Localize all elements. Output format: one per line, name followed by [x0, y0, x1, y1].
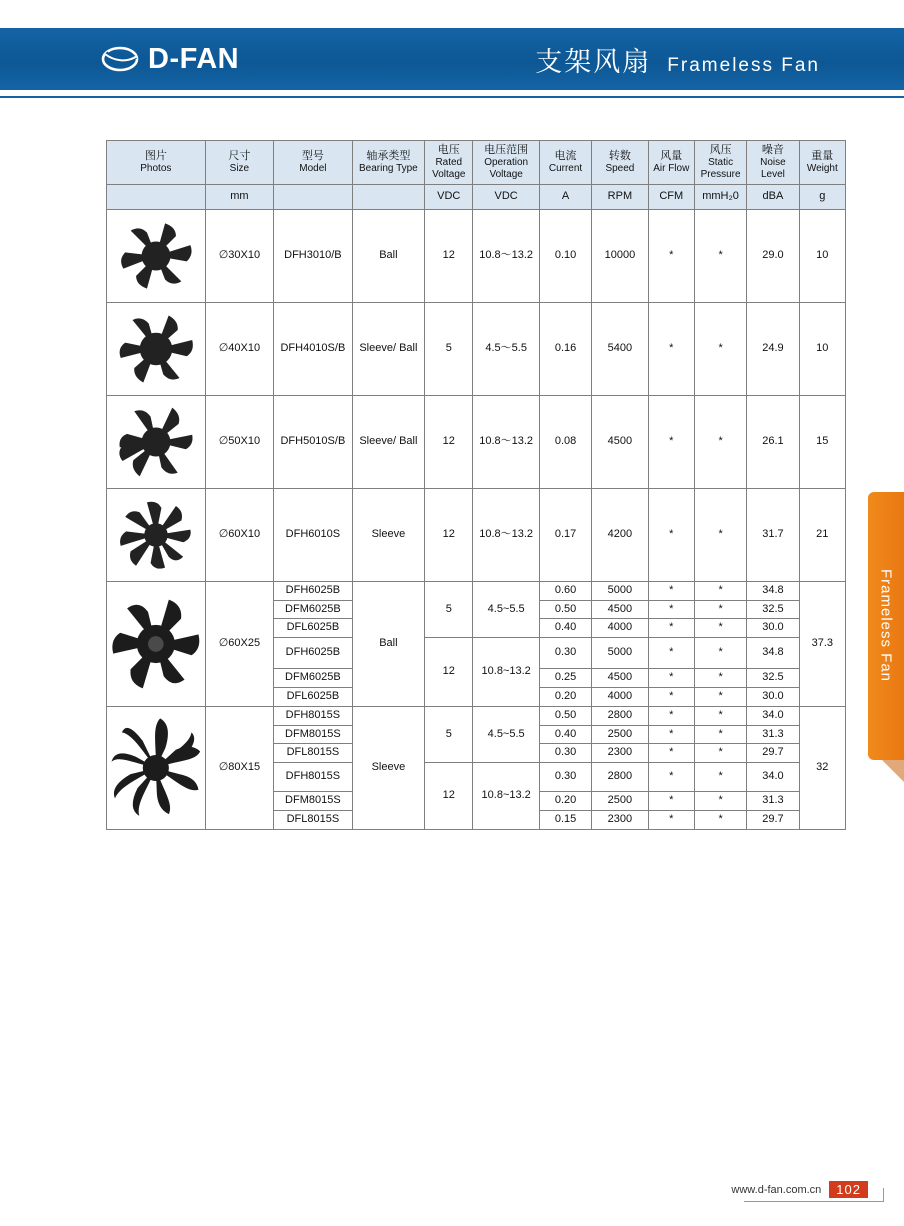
cell-current: 0.40 — [539, 725, 591, 744]
cell-current: 0.20 — [539, 688, 591, 707]
brand-logo — [100, 43, 239, 76]
cell-speed: 2500 — [592, 725, 648, 744]
cell-model: DFL6025B — [274, 688, 353, 707]
page-number: 102 — [829, 1181, 868, 1198]
fan-blades-icon — [110, 404, 202, 480]
cell-current: 0.15 — [539, 811, 591, 830]
cell-operation-voltage: 4.5～5.5 — [473, 302, 539, 395]
cell-noise: 34.0 — [747, 763, 799, 792]
cell-voltage: 12 — [425, 763, 473, 830]
table-row — [107, 581, 846, 600]
fan-photo-6010 — [107, 488, 206, 581]
cell-voltage: 5 — [425, 706, 473, 762]
cell-speed: 2500 — [592, 792, 648, 811]
side-tab-frameless-fan — [868, 492, 904, 760]
cell-current: 0.50 — [539, 706, 591, 725]
fan-blades-icon — [108, 709, 204, 827]
cell-operation-voltage: 10.8~13.2 — [473, 638, 539, 707]
cell-voltage: 12 — [425, 488, 473, 581]
unit-cell-model — [274, 184, 353, 209]
header-cell-voltage: 电压 Rated Voltage — [425, 141, 473, 185]
header-unit-row — [107, 184, 846, 209]
page-footer — [0, 1172, 904, 1202]
cell-speed: 5400 — [592, 302, 648, 395]
cell-speed: 5000 — [592, 638, 648, 669]
cell-speed: 5000 — [592, 581, 648, 600]
fan-blades-icon — [110, 311, 202, 387]
brand-logo-text: D-FAN — [148, 42, 240, 75]
header-cell-current: 电流 Current — [539, 141, 591, 185]
cell-airflow: * — [648, 488, 694, 581]
cell-voltage: 12 — [425, 209, 473, 302]
cell-noise: 26.1 — [747, 395, 799, 488]
fan-blades-icon — [110, 218, 202, 294]
footer-rule-tick — [883, 1188, 884, 1202]
cell-noise: 31.7 — [747, 488, 799, 581]
header-divider — [0, 96, 904, 98]
cell-pressure: * — [694, 395, 746, 488]
table-row — [107, 488, 846, 581]
cell-pressure: * — [694, 763, 746, 792]
fan-image — [108, 212, 204, 300]
cell-noise: 29.0 — [747, 209, 799, 302]
cell-pressure: * — [694, 581, 746, 600]
cell-noise: 31.3 — [747, 792, 799, 811]
unit-cell-weight: g — [799, 184, 845, 209]
cell-bearing: Sleeve — [352, 488, 424, 581]
cell-airflow: * — [648, 706, 694, 725]
side-tab-label: Frameless Fan — [877, 569, 895, 683]
cell-speed: 2800 — [592, 706, 648, 725]
cell-bearing: Ball — [352, 581, 424, 706]
cell-pressure: * — [694, 488, 746, 581]
header-cell-photos: 图片 Photos — [107, 141, 206, 185]
cell-airflow: * — [648, 669, 694, 688]
cell-model: DFL8015S — [274, 744, 353, 763]
fan-photo-3010 — [107, 209, 206, 302]
header-cell-bearing: 轴承类型 Bearing Type — [352, 141, 424, 185]
cell-noise: 29.7 — [747, 811, 799, 830]
cell-airflow: * — [648, 600, 694, 619]
header-cell-noise: 噪音 Noise Level — [747, 141, 799, 185]
cell-size: ∅60X25 — [205, 581, 273, 706]
cell-size: ∅60X10 — [205, 488, 273, 581]
unit-cell-airflow: CFM — [648, 184, 694, 209]
cell-speed: 4000 — [592, 688, 648, 707]
cell-speed: 10000 — [592, 209, 648, 302]
cell-airflow: * — [648, 302, 694, 395]
cell-noise: 34.8 — [747, 638, 799, 669]
cell-model: DFH6025B — [274, 581, 353, 600]
cell-current: 0.20 — [539, 792, 591, 811]
cell-operation-voltage: 4.5~5.5 — [473, 706, 539, 762]
ellipse-swoosh-icon — [100, 44, 140, 74]
cell-speed: 2300 — [592, 744, 648, 763]
cell-weight: 21 — [799, 488, 845, 581]
cell-current: 0.50 — [539, 600, 591, 619]
cell-noise: 24.9 — [747, 302, 799, 395]
spec-table — [106, 140, 846, 830]
cell-current: 0.30 — [539, 744, 591, 763]
cell-airflow: * — [648, 725, 694, 744]
cell-bearing: Sleeve — [352, 706, 424, 829]
cell-voltage: 5 — [425, 581, 473, 637]
cell-size: ∅50X10 — [205, 395, 273, 488]
cell-current: 0.40 — [539, 619, 591, 638]
table-row — [107, 302, 846, 395]
cell-model: DFH8015S — [274, 706, 353, 725]
cell-model: DFM6025B — [274, 669, 353, 688]
cell-size: ∅40X10 — [205, 302, 273, 395]
fan-photo-6025 — [107, 581, 206, 706]
header-cell-model: 型号 Model — [274, 141, 353, 185]
header-cell-pressure: 风压 Static Pressure — [694, 141, 746, 185]
fan-image — [108, 709, 204, 827]
header-cell-speed: 转数 Speed — [592, 141, 648, 185]
cell-airflow: * — [648, 811, 694, 830]
cell-model: DFM8015S — [274, 725, 353, 744]
cell-current: 0.60 — [539, 581, 591, 600]
cell-model: DFH8015S — [274, 763, 353, 792]
cell-noise: 32.5 — [747, 669, 799, 688]
unit-cell-noise: dBA — [747, 184, 799, 209]
cell-size: ∅30X10 — [205, 209, 273, 302]
cell-pressure: * — [694, 619, 746, 638]
cell-voltage: 12 — [425, 638, 473, 707]
cell-operation-voltage: 10.8～13.2 — [473, 488, 539, 581]
header-row — [107, 141, 846, 185]
cell-airflow: * — [648, 792, 694, 811]
table-row — [107, 706, 846, 725]
header-cell-weight: 重量 Weight — [799, 141, 845, 185]
cell-voltage: 12 — [425, 395, 473, 488]
cell-speed: 4500 — [592, 395, 648, 488]
table-row — [107, 395, 846, 488]
cell-noise: 31.3 — [747, 725, 799, 744]
fan-image — [108, 398, 204, 486]
cell-noise: 30.0 — [747, 619, 799, 638]
cell-model: DFH6025B — [274, 638, 353, 669]
fan-photo-8015 — [107, 706, 206, 829]
cell-noise: 32.5 — [747, 600, 799, 619]
cell-current: 0.10 — [539, 209, 591, 302]
unit-cell-size: mm — [205, 184, 273, 209]
unit-cell-operation-voltage: VDC — [473, 184, 539, 209]
cell-airflow: * — [648, 619, 694, 638]
table-body — [107, 209, 846, 829]
cell-operation-voltage: 10.8～13.2 — [473, 209, 539, 302]
cell-pressure: * — [694, 688, 746, 707]
cell-model: DFL8015S — [274, 811, 353, 830]
unit-cell-speed: RPM — [592, 184, 648, 209]
cell-current: 0.25 — [539, 669, 591, 688]
header-cell-airflow: 风量 Air Flow — [648, 141, 694, 185]
cell-size: ∅80X15 — [205, 706, 273, 829]
cell-model: DFM8015S — [274, 792, 353, 811]
cell-speed: 4000 — [592, 619, 648, 638]
cell-operation-voltage: 10.8~13.2 — [473, 763, 539, 830]
cell-noise: 29.7 — [747, 744, 799, 763]
cell-current: 0.30 — [539, 638, 591, 669]
cell-operation-voltage: 4.5~5.5 — [473, 581, 539, 637]
page-title-en: Frameless Fan — [667, 54, 820, 76]
fan-blades-icon — [110, 497, 202, 573]
cell-airflow: * — [648, 395, 694, 488]
cell-model: DFH6010S — [274, 488, 353, 581]
cell-speed: 4500 — [592, 600, 648, 619]
cell-weight: 15 — [799, 395, 845, 488]
fan-photo-4010 — [107, 302, 206, 395]
unit-cell-photos — [107, 184, 206, 209]
cell-airflow: * — [648, 209, 694, 302]
cell-pressure: * — [694, 600, 746, 619]
fan-image — [108, 305, 204, 393]
cell-current: 0.30 — [539, 763, 591, 792]
fan-image — [108, 584, 204, 704]
cell-airflow: * — [648, 744, 694, 763]
cell-current: 0.16 — [539, 302, 591, 395]
cell-airflow: * — [648, 688, 694, 707]
cell-model: DFH4010S/B — [274, 302, 353, 395]
cell-pressure: * — [694, 744, 746, 763]
cell-current: 0.17 — [539, 488, 591, 581]
cell-weight: 37.3 — [799, 581, 845, 706]
cell-model: DFL6025B — [274, 619, 353, 638]
cell-speed: 2800 — [592, 763, 648, 792]
cell-pressure: * — [694, 669, 746, 688]
fan-photo-5010 — [107, 395, 206, 488]
cell-pressure: * — [694, 725, 746, 744]
cell-airflow: * — [648, 638, 694, 669]
unit-cell-pressure: mmH₂0 — [694, 184, 746, 209]
cell-pressure: * — [694, 638, 746, 669]
cell-weight: 10 — [799, 209, 845, 302]
cell-current: 0.08 — [539, 395, 591, 488]
footer-rule — [744, 1201, 884, 1202]
cell-pressure: * — [694, 302, 746, 395]
unit-cell-current: A — [539, 184, 591, 209]
cell-pressure: * — [694, 209, 746, 302]
cell-airflow: * — [648, 581, 694, 600]
unit-cell-bearing — [352, 184, 424, 209]
cell-weight: 32 — [799, 706, 845, 829]
cell-noise: 30.0 — [747, 688, 799, 707]
unit-cell-voltage: VDC — [425, 184, 473, 209]
cell-noise: 34.0 — [747, 706, 799, 725]
cell-speed: 2300 — [592, 811, 648, 830]
cell-bearing: Sleeve/ Ball — [352, 302, 424, 395]
cell-airflow: * — [648, 763, 694, 792]
cell-pressure: * — [694, 706, 746, 725]
fan-blades-icon — [108, 584, 204, 704]
cell-noise: 34.8 — [747, 581, 799, 600]
fan-image — [108, 491, 204, 579]
side-tab-fold — [882, 760, 904, 782]
cell-model: DFM6025B — [274, 600, 353, 619]
header-cell-operation-voltage: 电压范围 Operation Voltage — [473, 141, 539, 185]
spec-table-container — [106, 140, 846, 830]
table-header — [107, 141, 846, 210]
cell-model: DFH5010S/B — [274, 395, 353, 488]
cell-pressure: * — [694, 792, 746, 811]
page-header — [0, 28, 904, 90]
cell-bearing: Sleeve/ Ball — [352, 395, 424, 488]
cell-speed: 4500 — [592, 669, 648, 688]
table-row — [107, 209, 846, 302]
page-title-cn: 支架风扇 — [535, 46, 652, 78]
cell-model: DFH3010/B — [274, 209, 353, 302]
cell-bearing: Ball — [352, 209, 424, 302]
cell-speed: 4200 — [592, 488, 648, 581]
cell-operation-voltage: 10.8～13.2 — [473, 395, 539, 488]
footer-website-url[interactable]: www.d-fan.com.cn — [731, 1183, 822, 1196]
header-cell-size: 尺寸 Size — [205, 141, 273, 185]
cell-weight: 10 — [799, 302, 845, 395]
cell-pressure: * — [694, 811, 746, 830]
cell-voltage: 5 — [425, 302, 473, 395]
